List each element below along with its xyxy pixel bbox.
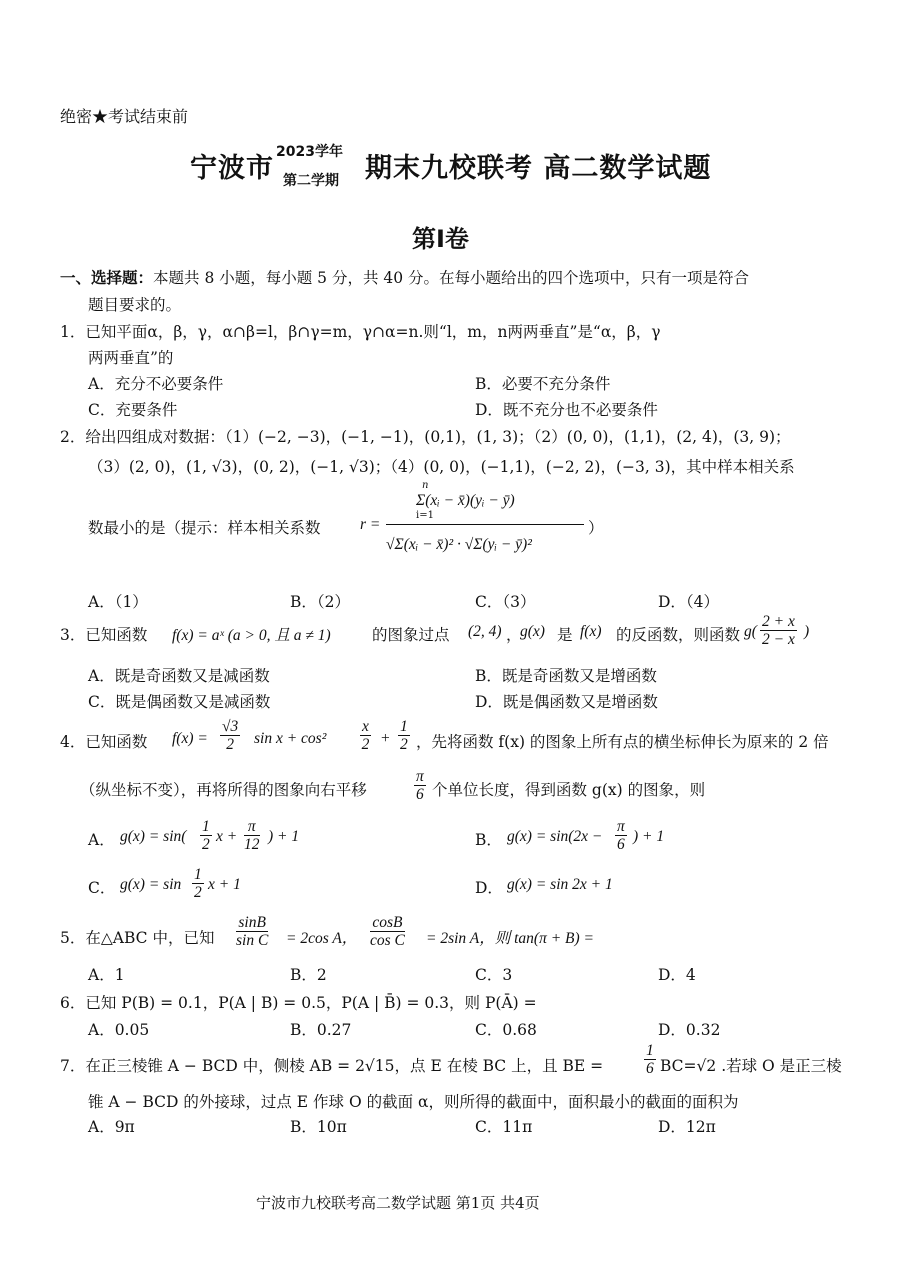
q4-a-frac1-num: 1 xyxy=(202,818,210,835)
q4-a-expr-c: ) + 1 xyxy=(268,828,300,845)
q4-b-expr-a: g(x) = sin(2x − xyxy=(507,828,603,845)
page-footer: 宁波市九校联考高二数学试题 第1页 共4页 xyxy=(256,1194,540,1212)
q1-option-d[interactable]: D．既不充分也不必要条件 xyxy=(475,401,658,419)
q4-frac3-num: 1 xyxy=(400,718,408,735)
q7-frac xyxy=(644,1042,656,1077)
q3-text-e: 的反函数，则函数 xyxy=(616,626,741,644)
q3-stem-line1 xyxy=(60,615,840,655)
q4-c-frac-den: 2 xyxy=(194,884,202,902)
q3-text-c: ， xyxy=(506,626,522,644)
q4-a-label: A． xyxy=(88,831,115,849)
q5-option-d[interactable]: D．4 xyxy=(658,966,696,984)
q4-a-frac2 xyxy=(244,818,260,853)
q3-option-b[interactable]: B．既是奇函数又是增函数 xyxy=(475,667,657,685)
q3-func-g: g(x) xyxy=(520,623,545,640)
q2-sum-top: n xyxy=(422,480,429,491)
q2-formula-r: r = xyxy=(360,516,381,533)
q3-frac-den: 2 − x xyxy=(762,631,795,649)
q4-line2-b: 个单位长度，得到函数 g(x) 的图象，则 xyxy=(432,781,706,799)
q7-text-a: 7．在正三棱锥 A − BCD 中，侧棱 AB = 2√15，点 E 在棱 BC 上，且 BE = xyxy=(60,1057,604,1075)
q4-f-lhs: f(x) = xyxy=(172,730,208,747)
q4-stem-line1 xyxy=(60,718,850,764)
q3-text-d: 是 xyxy=(557,626,573,644)
q1-option-c[interactable]: C．充要条件 xyxy=(88,401,178,419)
q4-b-frac xyxy=(615,818,627,853)
q5-mid2: = 2sin A，则 tan(π + B) = xyxy=(426,930,595,947)
q5-frac1-num: sinB xyxy=(236,914,268,932)
q1-stem-line1: 1．已知平面α，β，γ，α∩β=l，β∩γ=m，γ∩α=n.则“l，m，n两两垂直”是“α，β，γ xyxy=(60,323,661,341)
q4-c-label: C． xyxy=(88,879,116,897)
title-main: 期末九校联考 高二数学试题 xyxy=(365,153,712,184)
q4-option-b[interactable] xyxy=(475,818,775,862)
q1-option-b[interactable]: B．必要不充分条件 xyxy=(475,375,611,393)
q4-d-expr: g(x) = sin 2x + 1 xyxy=(507,876,613,893)
q4-option-a[interactable] xyxy=(88,818,388,862)
q7-stem-line1 xyxy=(60,1042,850,1088)
q4-frac2 xyxy=(360,718,371,753)
q2-formula-denominator: √Σ(xᵢ − x̄)² · √Σ(yᵢ − ȳ)² xyxy=(386,536,532,553)
title-year: 2023学年 xyxy=(276,144,343,160)
q4-frac1 xyxy=(220,718,240,753)
q4-a-expr-a: g(x) = sin( xyxy=(120,828,187,845)
q5-frac1 xyxy=(236,914,268,949)
q3-gfunc: g( xyxy=(744,623,757,640)
title-prefix: 宁波市 xyxy=(190,153,274,184)
q2-correlation-formula xyxy=(386,480,586,583)
section-intro xyxy=(60,266,749,288)
q4-a-expr-b: x + xyxy=(216,828,238,845)
q2-formula-numerator: Σ(xᵢ − x̄)(yᵢ − ȳ) xyxy=(416,492,515,509)
q2-stem-line3 xyxy=(88,480,708,583)
q2-option-b[interactable]: B．（2） xyxy=(290,593,351,611)
q5-option-b[interactable]: B．2 xyxy=(290,966,327,984)
section-intro-line1: 本题共 8 小题，每小题 5 分，共 40 分。在每小题给出的四个选项中，只有一项是符合 xyxy=(153,269,750,287)
q3-fraction xyxy=(760,613,797,648)
q6-option-d[interactable]: D．0.32 xyxy=(658,1021,721,1039)
q4-c-frac-num: 1 xyxy=(194,866,202,883)
q4-f-mid: sin x + cos² xyxy=(254,730,327,747)
q5-option-c[interactable]: C．3 xyxy=(475,966,513,984)
q6-option-a[interactable]: A．0.05 xyxy=(88,1021,150,1039)
q4-a-frac1 xyxy=(200,818,212,853)
q5-mid1: = 2cos A， xyxy=(286,930,358,947)
q3-func-f: f(x) = aˣ (a > 0, 且 a ≠ 1) xyxy=(172,627,331,644)
q3-option-c[interactable]: C．既是偶函数又是减函数 xyxy=(88,693,271,711)
q2-option-a[interactable]: A．（1） xyxy=(88,593,148,611)
q3-point: (2, 4) xyxy=(468,623,502,640)
q4-d-label: D． xyxy=(475,879,503,897)
q6-option-c[interactable]: C．0.68 xyxy=(475,1021,537,1039)
q4-option-d[interactable] xyxy=(475,866,775,910)
q1-stem-line2: 两两垂直”的 xyxy=(88,349,174,367)
q2-line3-prefix: 数最小的是（提示：样本相关系数 xyxy=(88,519,321,537)
q6-option-b[interactable]: B．0.27 xyxy=(290,1021,352,1039)
q4-frac2-num: x xyxy=(362,718,369,735)
q4-frac1-num: √3 xyxy=(222,718,239,735)
q2-option-c[interactable]: C．（3） xyxy=(475,593,536,611)
q3-text-b: 的图象过点 xyxy=(372,626,450,644)
q5-frac2-den: cos C xyxy=(370,932,405,950)
q3-func-f2: f(x) xyxy=(580,623,602,640)
volume-label: 第Ⅰ卷 xyxy=(412,225,469,253)
title-term: 第二学期 xyxy=(283,173,339,189)
q4-frac1-den: 2 xyxy=(226,736,234,754)
q4-b-label: B． xyxy=(475,831,502,849)
q4-f-plus: + xyxy=(380,730,391,747)
q2-sum-bottom: i=1 xyxy=(416,510,434,521)
q2-option-d[interactable]: D．（4） xyxy=(658,593,720,611)
q4-frac2-den: 2 xyxy=(361,736,370,754)
q7-option-b[interactable]: B．10π xyxy=(290,1118,347,1136)
q7-text-b: BC=√2 .若球 O 是正三棱 xyxy=(660,1057,842,1075)
q1-option-a[interactable]: A．充分不必要条件 xyxy=(88,375,224,393)
q4-c-expr-a: g(x) = sin xyxy=(120,876,182,893)
q4-b-expr-b: ) + 1 xyxy=(633,828,665,845)
q4-shift-num: π xyxy=(416,768,424,785)
q4-line2-a: （纵坐标不变），再将所得的图象向右平移 xyxy=(80,781,367,799)
q4-shift-frac xyxy=(414,768,426,803)
q4-b-frac-den: 6 xyxy=(617,836,625,854)
q4-shift-den: 6 xyxy=(416,786,424,804)
q4-a-frac2-num: π xyxy=(244,818,260,836)
q4-stem-line2 xyxy=(80,768,840,812)
q4-option-c[interactable] xyxy=(88,866,388,910)
q7-frac-den: 6 xyxy=(646,1060,654,1078)
q4-c-frac xyxy=(192,866,204,901)
section-intro-line2: 题目要求的。 xyxy=(88,296,182,314)
q7-stem-line2: 锥 A − BCD 的外接球，过点 E 作球 O 的截面 α，则所得的截面中，面积最小的截面的面积为 xyxy=(88,1093,739,1111)
section-label: 一、选择题： xyxy=(60,268,154,287)
q3-close: ) xyxy=(804,623,810,640)
q4-text-b: ，先将函数 f(x) 的图象上所有点的横坐标伸长为原来的 2 倍 xyxy=(416,733,829,751)
q3-option-a[interactable]: A．既是奇函数又是减函数 xyxy=(88,667,270,685)
q3-option-d[interactable]: D．既是偶函数又是增函数 xyxy=(475,693,658,711)
q5-frac2-num: cosB xyxy=(370,914,405,932)
q2-stem-line2: （3）(2, 0)，(1, √3)，(0, 2)，(−1, √3)；（4）(0, 0)，(−1,1)，(−2, 2)，(−3, 3)，其中样本相关系 xyxy=(88,458,795,476)
q3-frac-num: 2 + x xyxy=(762,613,795,630)
q5-stem xyxy=(60,914,840,960)
q3-text-a: 3．已知函数 xyxy=(60,626,148,644)
q5-frac2 xyxy=(370,914,405,949)
q4-frac3-den: 2 xyxy=(400,736,408,754)
q5-option-a[interactable]: A．1 xyxy=(88,966,125,984)
q2-fraction-bar xyxy=(386,524,584,525)
q5-frac1-den: sin C xyxy=(236,932,269,950)
q7-option-d[interactable]: D．12π xyxy=(658,1118,716,1136)
confidential-label: 绝密★考试结束前 xyxy=(60,107,189,126)
q4-a-frac2-den: 12 xyxy=(244,836,260,854)
q7-option-a[interactable]: A．9π xyxy=(88,1118,135,1136)
q4-c-expr-b: x + 1 xyxy=(208,876,241,893)
q2-stem-line1: 2．给出四组成对数据：（1）(−2, −3)，(−1, −1)，(0,1)，(1, 3)；（2）(0, 0)，(1,1)，(2, 4)，(3, 9)； xyxy=(60,428,791,446)
q2-line3-suffix: ） xyxy=(588,519,604,537)
q4-frac3 xyxy=(398,718,410,753)
q5-text-a: 5．在△ABC 中，已知 xyxy=(60,929,215,947)
q4-text-a: 4．已知函数 xyxy=(60,733,148,751)
q7-frac-num: 1 xyxy=(646,1042,654,1059)
q4-a-frac1-den: 2 xyxy=(202,836,210,854)
q6-stem: 6．已知 P(B) = 0.1，P(A | B) = 0.5，P(A | B̄) = 0.3，则 P(Ā) = xyxy=(60,994,537,1012)
q7-option-c[interactable]: C．11π xyxy=(475,1118,533,1136)
q4-b-frac-num: π xyxy=(617,818,625,835)
